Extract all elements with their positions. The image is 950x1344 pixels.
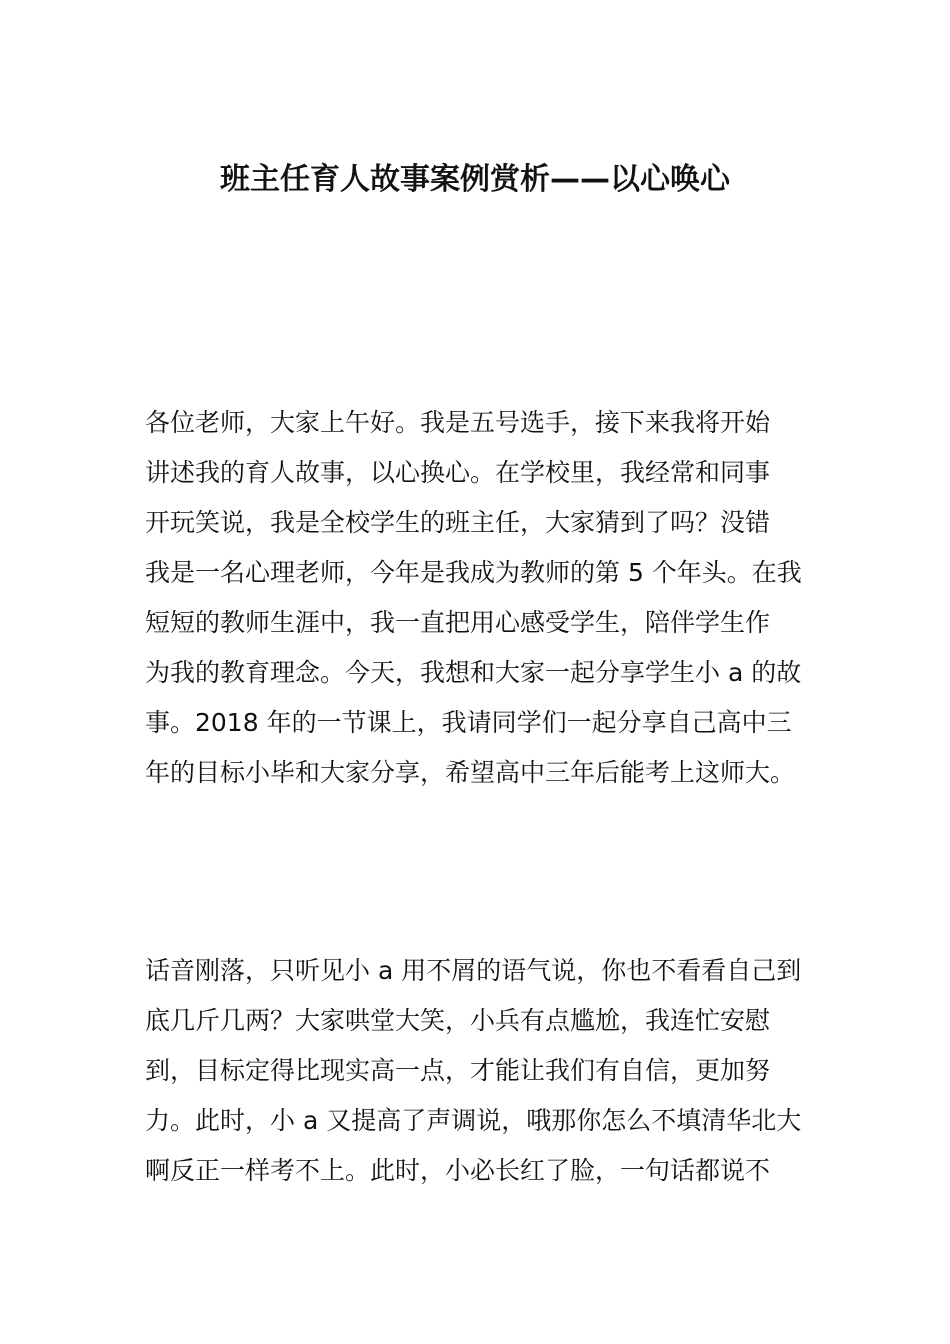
- text-line: 事。2018 年的一节课上，我请同学们一起分享自己高中三: [145, 708, 792, 737]
- text-line: 力。此时，小 a 又提高了声调说，哦那你怎么不填清华北大: [145, 1106, 802, 1135]
- text-line: 到，目标定得比现实高一点，才能让我们有自信，更加努: [145, 1056, 771, 1085]
- text-line: 各位老师，大家上午好。我是五号选手，接下来我将开始: [145, 408, 771, 437]
- text-line: 讲述我的育人故事，以心换心。在学校里，我经常和同事: [145, 458, 771, 487]
- text-line: 短短的教师生涯中，我一直把用心感受学生，陪伴学生作: [145, 608, 771, 637]
- text-line: 底几斤几两？大家哄堂大笑，小兵有点尴尬，我连忙安慰: [145, 1006, 771, 1035]
- text-line: 啊反正一样考不上。此时，小必长红了脸，一句话都说不: [145, 1156, 771, 1185]
- text-line: 年的目标小毕和大家分享，希望高中三年后能考上这师大。: [145, 758, 796, 787]
- paragraph-2: [145, 946, 825, 1196]
- text-line: 为我的教育理念。今天，我想和大家一起分享学生小 a 的故: [145, 658, 802, 687]
- text-line: 话音刚落，只听见小 a 用不屑的语气说，你也不看看自己到: [145, 956, 802, 985]
- text-line: 开玩笑说，我是全校学生的班主任，大家猜到了吗？没错: [145, 508, 771, 537]
- document-title: 班主任育人故事案例赏析——以心唤心: [220, 162, 730, 197]
- text-line: 我是一名心理老师，今年是我成为教师的第 5 个年头。在我: [145, 558, 802, 587]
- paragraph-1: [145, 398, 825, 798]
